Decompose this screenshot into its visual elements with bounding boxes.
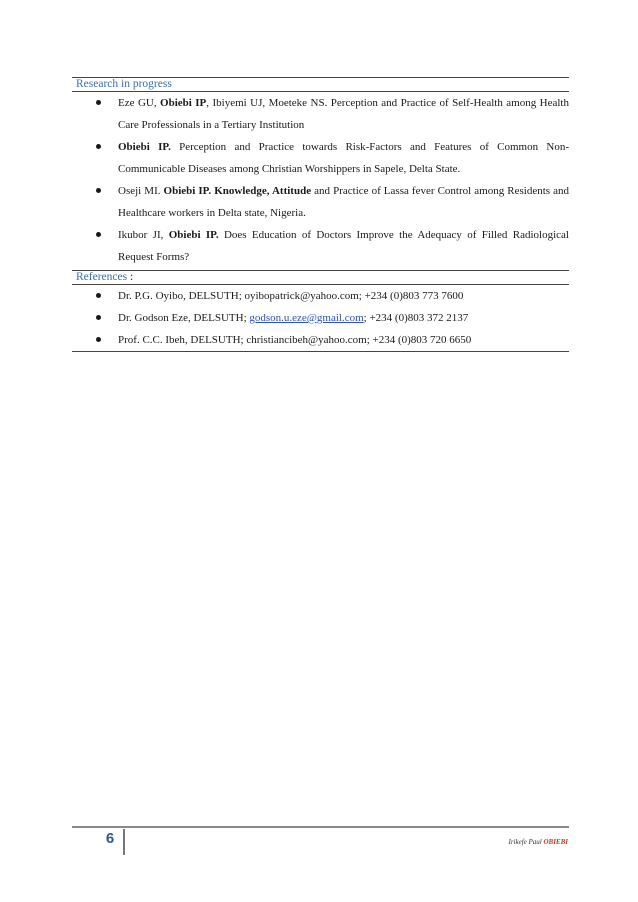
list-item [72,329,569,351]
footer-rule [72,826,569,828]
author-surname: OBIEBI [543,838,568,846]
research-section [72,77,569,268]
research-heading [72,77,569,92]
list-item [72,136,569,180]
item-text: , Ibiyemi UJ, Moeteke NS. Perception and Practice of Self-Health among Health Care Professionals in a Tertiary Institution [118,97,569,131]
author-highlight: Obiebi IP [160,97,207,109]
references-heading-colon: : [127,271,134,283]
references-section [72,270,569,352]
reference-text: Dr. P.G. Oyibo, DELSUTH; oyibopatrick@yahoo.com; +234 (0)803 773 7600 [118,290,464,302]
reference-text: Prof. C.C. Ibeh, DELSUTH; christiancibeh@yahoo.com; +234 (0)803 720 6650 [118,334,472,346]
author-given-name: Irikefe Paul [508,838,544,846]
references-heading-label: References [76,271,128,283]
footer-divider [123,829,125,855]
item-text: Oseji MI. [118,185,164,197]
list-item [72,224,569,268]
footer-author [508,838,568,846]
author-highlight: Obiebi IP. [118,141,171,153]
research-heading-label: Research in progress [76,78,172,90]
item-text: and Practice of Lassa fever Control among Residents and Healthcare workers in Delta state, Nigeria. [118,185,569,219]
list-item [72,92,569,136]
list-item [72,180,569,224]
author-highlight: Obiebi IP. Knowledge, Attitude [163,185,312,197]
reference-text: Dr. Godson Eze, DELSUTH; [118,312,250,324]
list-item [72,285,569,307]
item-text: Perception and Practice towards Risk-Factors and Features of Common Non-Communicable Diseases among Christian Worshippers in Sapele, Delta State. [118,141,569,175]
list-item [72,307,569,329]
research-list [72,92,569,268]
reference-text: ; +234 (0)803 372 2137 [363,312,469,324]
references-list [72,285,569,351]
page-number: 6 [105,830,115,847]
item-text: Does Education of Doctors Improve the Adequacy of Filled Radiological Request Forms? [118,229,569,263]
author-highlight: Obiebi IP. [168,229,219,241]
item-text: Eze GU, [118,97,161,109]
references-heading [72,270,569,285]
item-text: Ikubor JI, [118,229,169,241]
email-link[interactable]: godson.u.eze@gmail.com [249,312,364,324]
